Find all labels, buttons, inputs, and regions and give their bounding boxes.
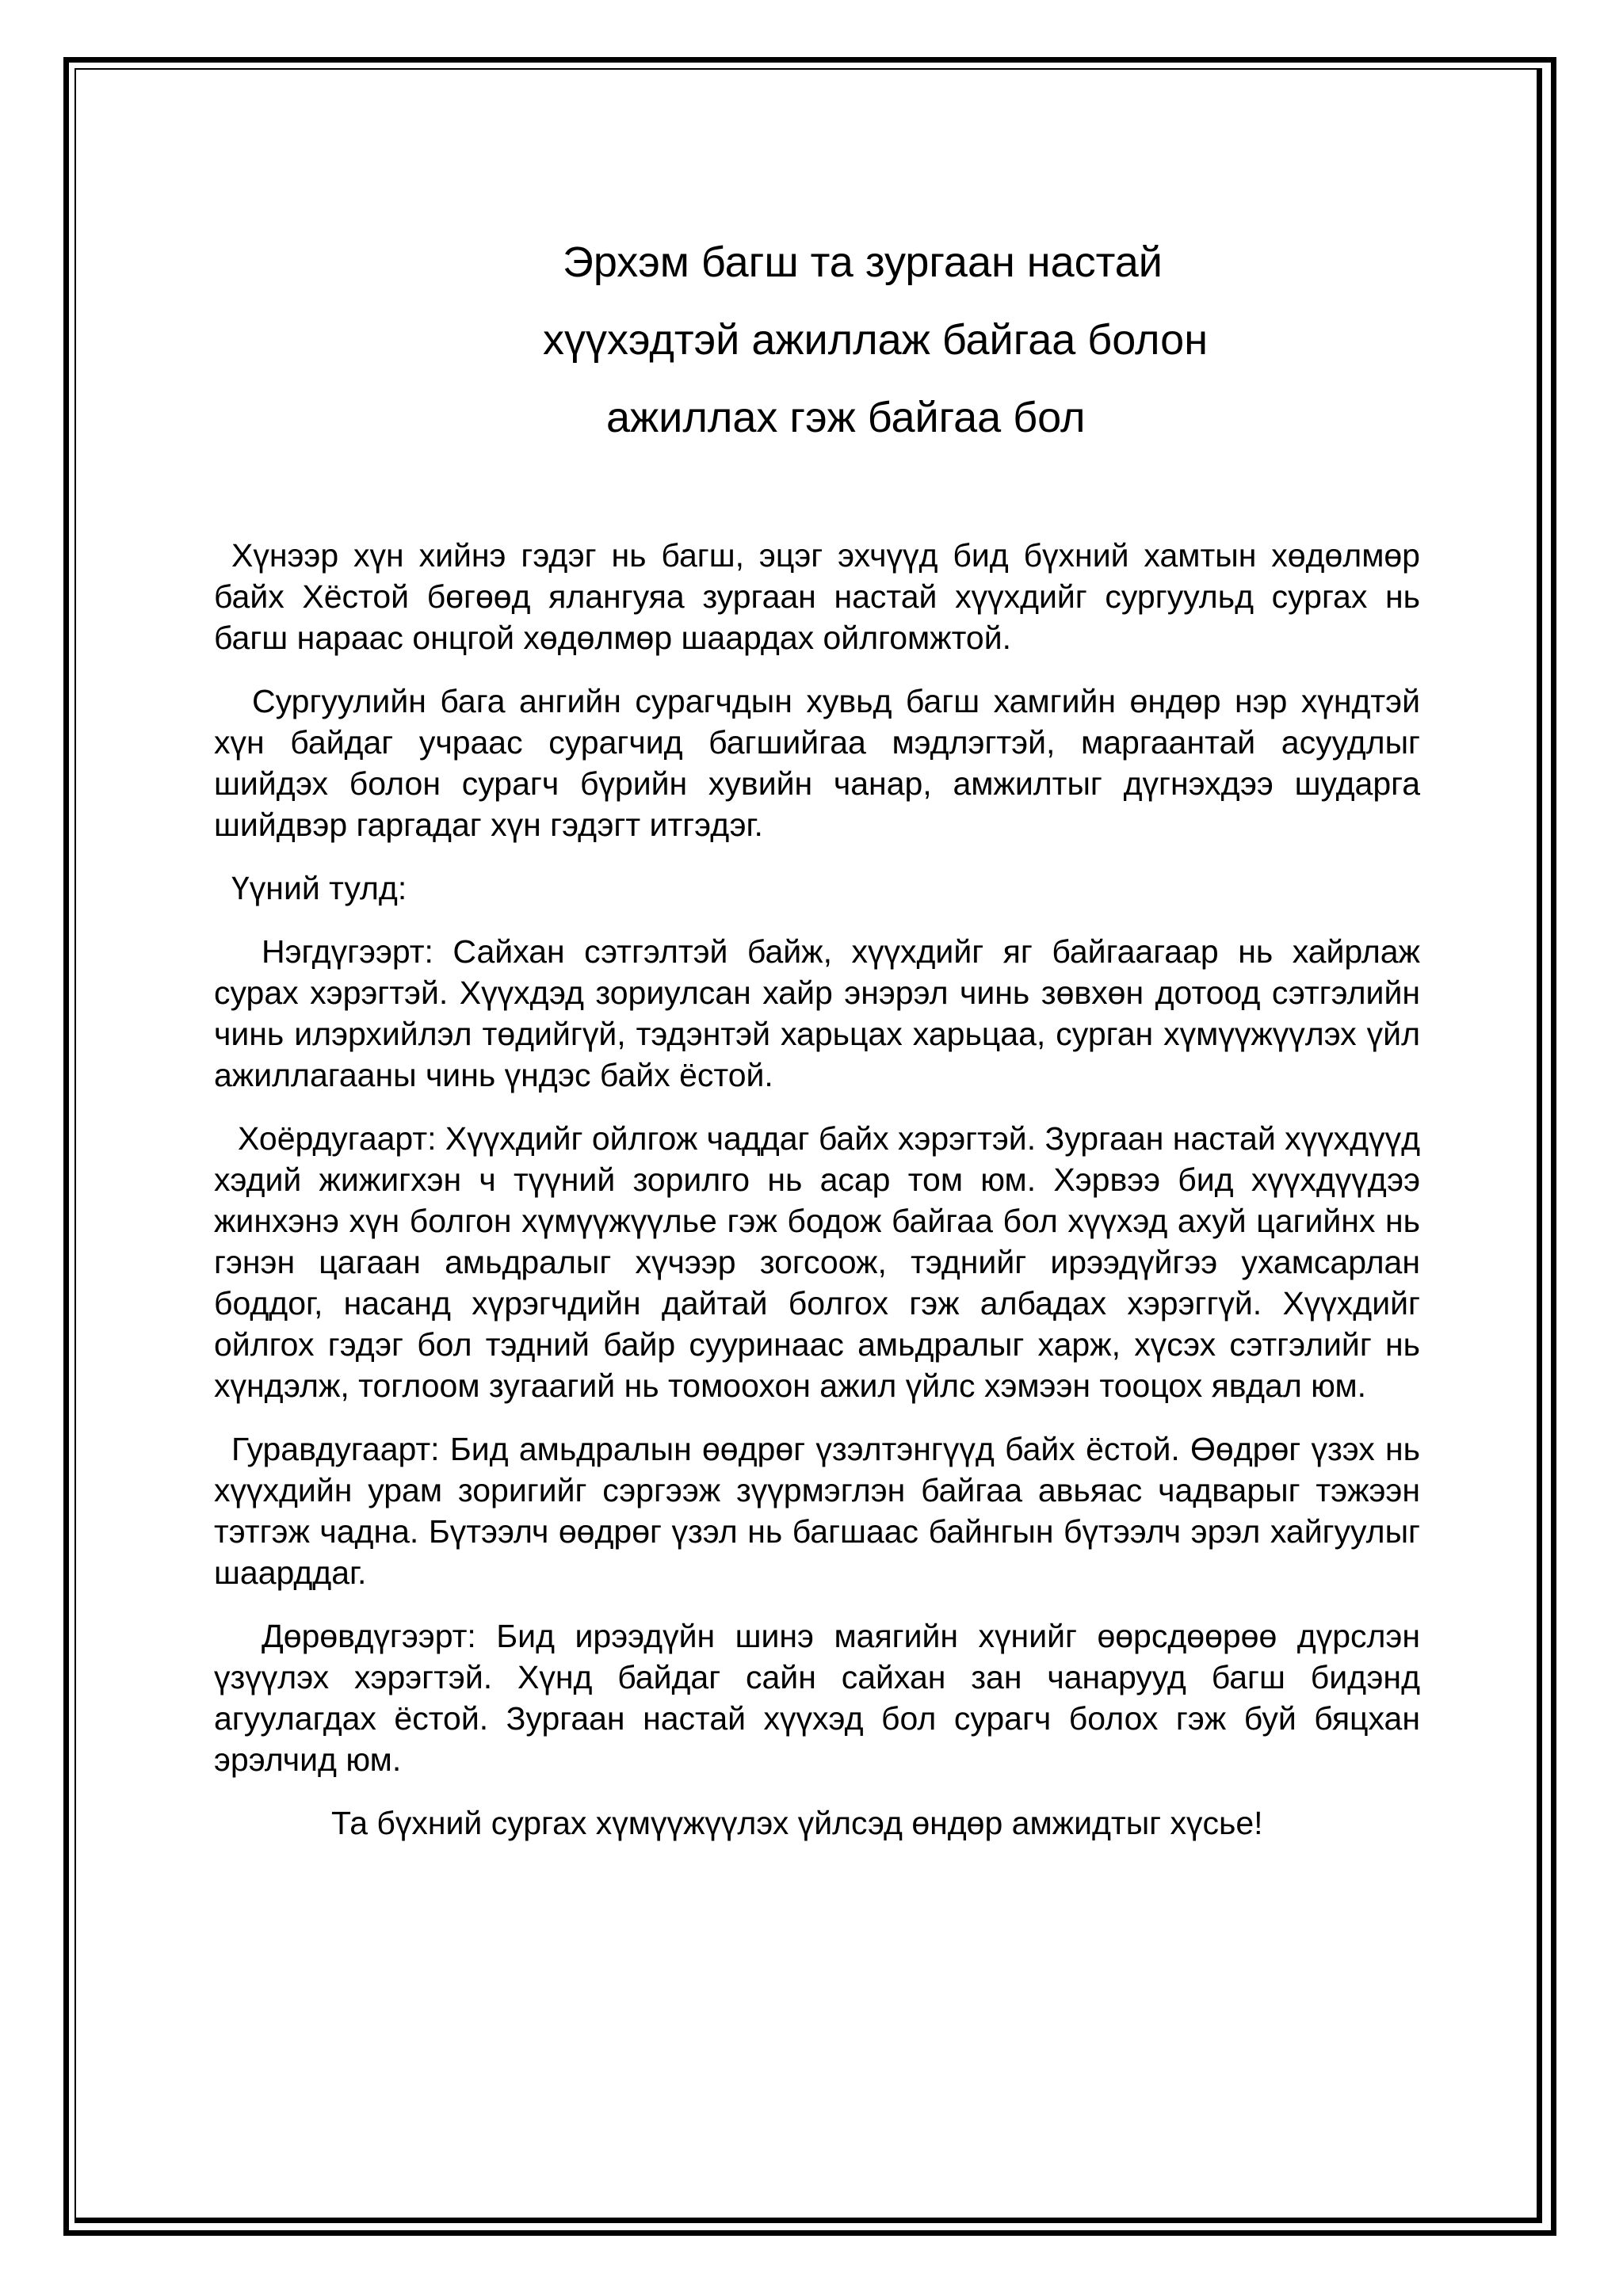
paragraph-therefore: Үүний тулд: [231, 870, 407, 906]
document-body [214, 535, 1420, 1866]
paragraph-intro: Хүнээр хүн хийнэ гэдэг нь багш, эцэг эхчүүд бид бүхний хамтын хөдөлмөр байх Хёстой бөгөөд ялангуяа зургаан настай хүүхдийг сургуульд сургах нь багш нараас онцгой хөдөлмөр шаардах ойлгомжтой. [214, 537, 1420, 656]
title-line-2: хүүхэдтэй ажиллаж байгаа болон [543, 316, 1209, 364]
title-line-3: ажиллах гэж байгаа бол [606, 394, 1086, 441]
paragraph-second: Хоёрдугаарт: Хүүхдийг ойлгож чаддаг байх хэрэгтэй. Зургаан настай хүүхдүүд хэдий жижигхэн ч түүний зорилго нь асар том юм. Хэрвээ бид хүүхдүүдээ жинхэнэ хүн болгон хүмүүжүүлье гэж бодож байгаа бол хүүхэд ахуй цагийнх нь гэнэн цагаан амьдралыг хүчээр зогсоож, тэднийг ирээдүйгээ ухамсарлан боддог, насанд хүрэгчдийн дайтай болгох гэж албадах хэрэггүй. Хүүхдийг ойлгох гэдэг бол тэдний байр сууринаас амьдралыг харж, хүсэх сэтгэлийг нь хүндэлж, тоглоом зугаагий нь томоохон ажил үйлс хэмээн тооцох явдал юм. [214, 1120, 1420, 1404]
closing-wish: Та бүхний сургах хүмүүжүүлэх үйлсэд өндөр амжидтыг хүсье! [331, 1805, 1263, 1841]
paragraph-teacher-role: Сургуулийн бага ангийн сурагчдын хувьд багш хамгийн өндөр нэр хүндтэй хүн байдаг учраас сурагчид багшийгаа мэдлэгтэй, маргаантай асуудлыг шийдэх болон сурагч бүрийн хувийн чанар, амжилтыг дүгнэхдээ шударга шийдвэр гаргадаг хүн гэдэгт итгэдэг. [214, 683, 1420, 843]
title-line-1: Эрхэм багш та зургаан настай [563, 238, 1163, 286]
paragraph-fourth: Дөрөвдүгээрт: Бид ирээдүйн шинэ маягийн хүнийг өөрсдөөрөө дүрслэн үзүүлэх хэрэгтэй. Хүнд байдаг сайн сайхан зан чанарууд багш бидэнд агуулагдах ёстой. Зургаан настай хүүхэд бол сурагч болох гэж буй бяцхан эрэлчид юм. [214, 1618, 1420, 1778]
paragraph-third: Гуравдугаарт: Бид амьдралын өөдрөг үзэлтэнгүүд байх ёстой. Өөдрөг үзэх нь хүүхдийн урам зоригийг сэргээж зүүрмэглэн байгаа авьяас чадварыг тэжээн тэтгэж чадна. Бүтээлч өөдрөг үзэл нь багшаас байнгын бүтээлч эрэл хайгуулыг шаарддаг. [214, 1431, 1420, 1591]
document-title [444, 223, 1236, 456]
paragraph-first: Нэгдүгээрт: Сайхан сэтгэлтэй байж, хүүхдийг яг байгаагаар нь хайрлаж сурах хэрэгтэй. Хүүхдэд зориулсан хайр энэрэл чинь зөвхөн дотоод сэтгэлийн чинь илэрхийлэл төдийгүй, тэдэнтэй харьцах харьцаа, сурган хүмүүжүүлэх үйл ажиллагааны чинь үндэс байх ёстой. [214, 933, 1420, 1093]
